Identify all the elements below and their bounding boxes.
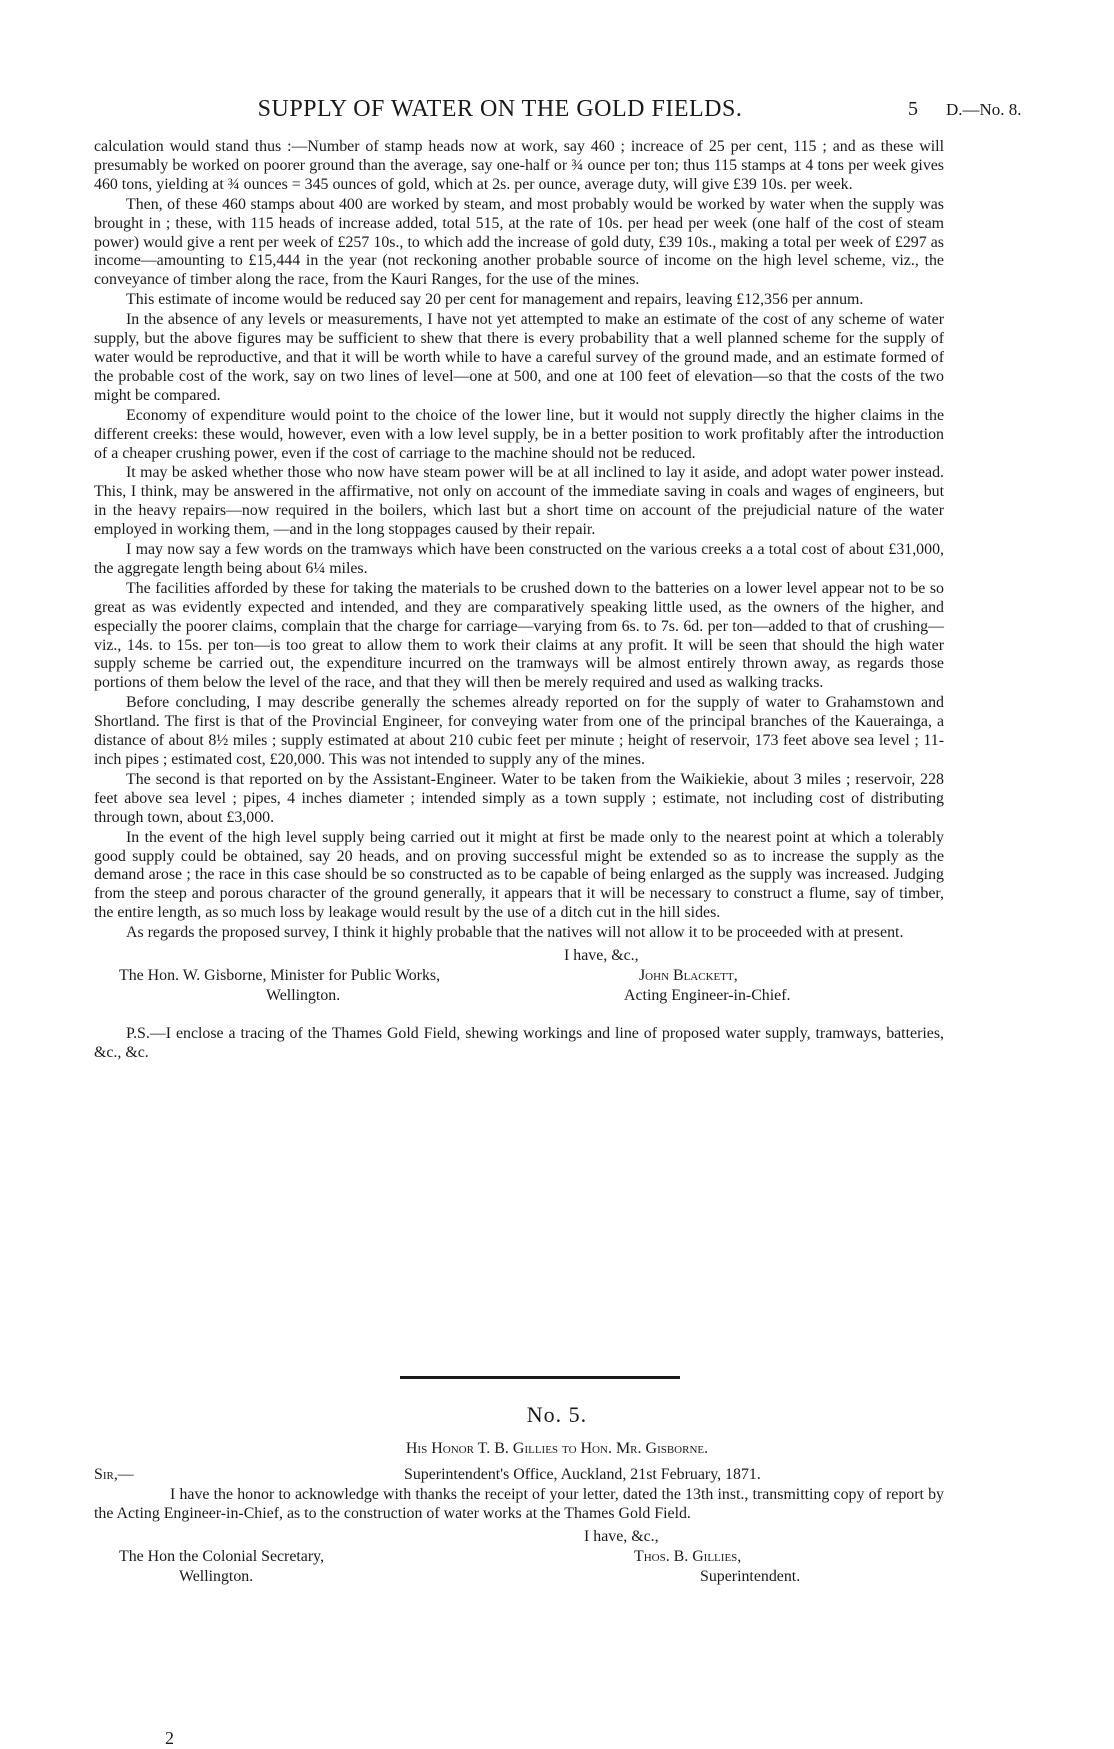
paragraph: As regards the proposed survey, I think it highly probable that the natives will not allow it to be proceeded with at present.: [126, 924, 904, 942]
complimentary-close: I have, &c.,: [584, 1527, 659, 1545]
document-reference: D.—No. 8.: [946, 100, 1022, 119]
paragraph: Before concluding, I may describe generally the schemes already reported on for the supply of water to Grahamstown and Shortland. The first is that of the Provincial Engineer, for conveying water from one of the principal branches of the Kauerainga, a distance of about 8½ miles ; supply estimated at about 210 cubic feet per minute ; height of reservoir, 173 feet above sea level ; 11-inch pipes ; estimated cost, £20,000. This was not intended to supply any of the mines.: [94, 694, 944, 768]
paragraph: In the event of the high level supply being carried out it might at first be made only to the nearest point at which a tolerably good supply could be obtained, say 20 heads, and on proving successful might be extended so as to increase the supply as the demand arose ; the race in this case should be so constructed as to be capable of being enlarged as the supply was increased. Judging from the steep and porous character of the ground generally, it appears that it will be necessary to construct a flume, say of timber, the entire length, as so much loss by leakage would result by the use of a ditch cut in the hill sides.: [94, 828, 944, 922]
addressee: The Hon the Colonial Secretary,: [119, 1547, 325, 1565]
section-divider: [400, 1376, 680, 1379]
paragraph: Then, of these 460 stamps about 400 are worked by steam, and most probably would be worked by water when the supply was brought in ; these, with 115 heads of increase added, total 515, at the rate of 10s. per head per week (one half of the cost of steam power) would give a rent per week of £257 10s., to which add the increase of gold duty, £39 10s., making a total per week of £297 as income—amounting to £15,444 in the year (not reckoning another probable source of income on the high level scheme, viz., the conveyance of timber along the race, from the Kauri Ranges, for the use of the mines.: [94, 195, 944, 289]
paragraph: The facilities afforded by these for taking the materials to be crushed down to the batteries on a lower level appear not to be so great as was evidently expected and intended, and they are comparatively speaking little used, as the owners of the higher, and especially the poorer claims, complain that the charge for carriage—varying from 6s. to 7s. 6d. per ton—added to that of crushing—viz., 14s. to 15s. per ton—is too great to allow them to work their claims at any profit. It will be seen that should the high water supply scheme be carried out, the expenditure incurred on the tramways will be almost entirely thrown away, as regards those portions of them below the level of the race, and that they will then be merely required and used as walking tracks.: [94, 579, 944, 692]
dateline: Superintendent's Office, Auckland, 21st February, 1871.: [404, 1466, 761, 1483]
addressee-place: Wellington.: [266, 987, 341, 1005]
addressee-place: Wellington.: [179, 1567, 254, 1585]
running-head: [0, 96, 1114, 126]
signatory-title: Acting Engineer-in-Chief.: [624, 987, 791, 1005]
report-body: [94, 138, 944, 1064]
postscript: P.S.—I enclose a tracing of the Thames Gold Field, shewing workings and line of proposed water supply, tramways, batteries, &c., &c.: [94, 1025, 944, 1061]
paragraph: It may be asked whether those who now have steam power will be at all inclined to lay it aside, and adopt water power instead. This, I think, may be answered in the affirmative, not only on account of the immediate saving in coals and wages of engineers, but in the heavy repairs—now required in the boilers, which last but a short time on account of the prejudicial nature of the water employed in working them, —and in the long stoppages caused by their repair.: [94, 464, 944, 539]
paragraph: The second is that reported on by the Assistant-Engineer. Water to be taken from the Waikiekie, about 3 miles ; reservoir, 228 feet above sea level ; pipes, 4 inches diameter ; intended simply as a town supply ; estimate, not including cost of distributing through town, about £3,000.: [94, 770, 944, 826]
sheet-signature: 2: [165, 1728, 174, 1748]
letter-from-line: His Honor T. B. Gillies to Hon. Mr. Gisborne.: [405, 1440, 709, 1457]
letter-body: I have the honor to acknowledge with thanks the receipt of your letter, dated the 13th inst., transmitting copy of report by the Acting Engineer-in-Chief, as to the construction of water works at the Thames Gold Field.: [94, 1486, 944, 1522]
complimentary-close: I have, &c.,: [564, 947, 639, 965]
page-number: 5: [908, 98, 918, 120]
paragraph: Economy of expenditure would point to the choice of the lower line, but it would not supply directly the higher claims in the different creeks: these would, however, even with a low level supply, be in a better position to work profitably after the introduction of a cheaper crushing power, even if the cost of carriage to the machine should not be reduced.: [94, 406, 944, 462]
signature-block: [94, 945, 944, 1025]
paragraph: This estimate of income would be reduced say 20 per cent for management and repairs, leaving £12,356 per annum.: [126, 291, 864, 309]
page-title: SUPPLY OF WATER ON THE GOLD FIELDS.: [257, 96, 743, 122]
salutation: Sir,—: [94, 1466, 134, 1483]
signatory-title: Superintendent.: [700, 1567, 801, 1585]
signatory-name: John Blackett,: [639, 967, 738, 985]
letter-number: No. 5.: [526, 1402, 588, 1427]
paragraph: calculation would stand thus :—Number of stamp heads now at work, say 460 ; increace of 25 per cent, 115 ; and as these will presumably be worked on poorer ground than the average, say one-half or ¾ ounce per ton; thus 115 stamps at 4 tons per week gives 460 tons, yielding at ¾ ounces = 345 ounces of gold, which at 2s. per ounce, average duty, will give £39 10s. per week.: [94, 138, 944, 193]
paragraph: In the absence of any levels or measurements, I have not yet attempted to make an estimate of the cost of any scheme of water supply, but the above figures may be sufficient to shew that there is every probability that a well planned scheme for the supply of water would be reproductive, and that it will be worth while to have a careful survey of the ground made, and an estimate formed of the probable cost of the work, say on two lines of level—one at 500, and one at 100 feet of elevation—so that the costs of the two might be compared.: [94, 311, 944, 404]
addressee: The Hon. W. Gisborne, Minister for Public Works,: [119, 967, 441, 985]
paragraph: I may now say a few words on the tramways which have been constructed on the various creeks a a total cost of about £31,000, the aggregate length being about 6¼ miles.: [94, 541, 944, 577]
letter-heading: [0, 1440, 1114, 1458]
signatory-name: Thos. B. Gillies,: [634, 1547, 742, 1565]
letter-five: [94, 1466, 944, 1604]
